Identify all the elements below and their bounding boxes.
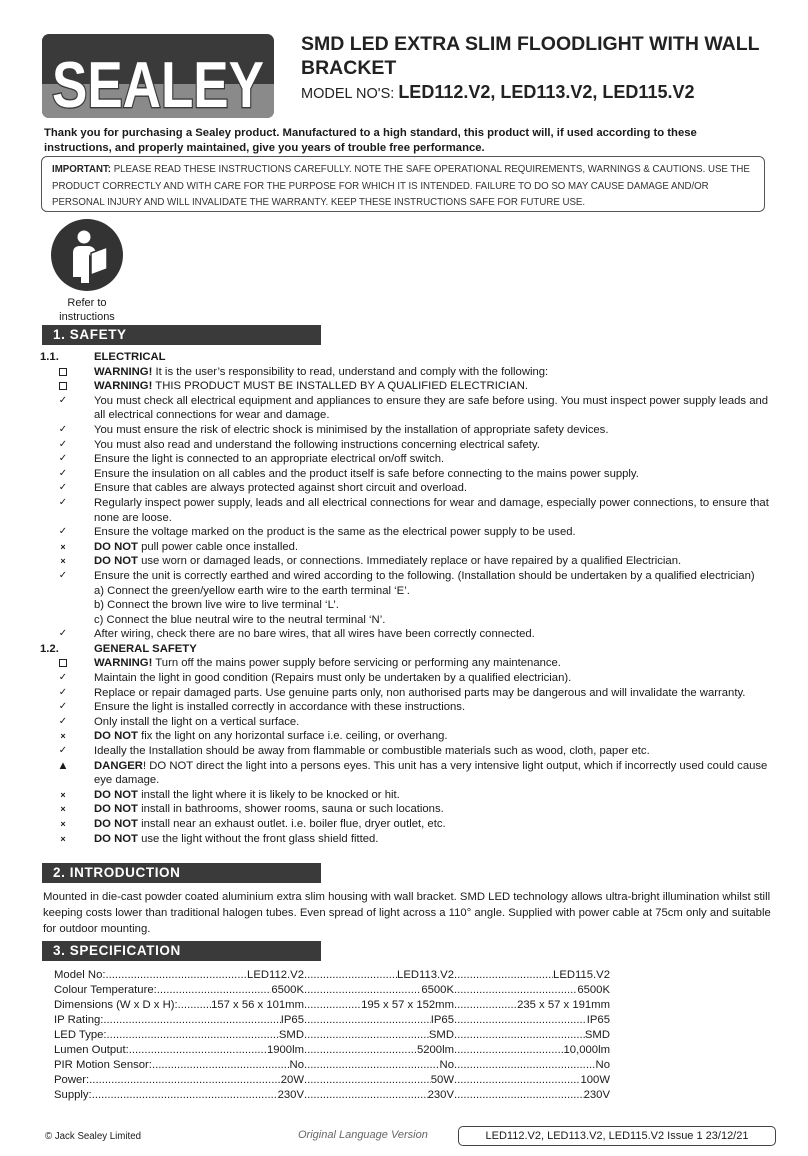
cross-icon: ×: [60, 789, 66, 800]
list-item: × DO NOT fix the light on any horizontal surface i.e. ceiling, or overhang.: [40, 729, 770, 744]
important-notice: IMPORTANT: PLEASE READ THESE INSTRUCTIONS CAREFULLY. NOTE THE SAFE OPERATIONAL REQUIREMENTS, WARNINGS & CAUTIONS. USE THE PRODUCT CORRECTLY AND WITH CARE FOR THE PURPOSE FOR WHICH IT IS INTENDED. FAILURE TO DO SO MAY CAUSE DAMAGE AND/OR PERSONAL INJURY AND WILL INVALIDATE THE WARRANTY. KEEP THESE INSTRUCTIONS SAFE FOR FUTURE USE.: [41, 156, 765, 212]
cross-icon: ×: [60, 541, 66, 552]
tick-icon: ✓: [58, 701, 68, 713]
language-version: Original Language Version: [298, 1129, 428, 1141]
list-item: × DO NOT pull power cable once installed.: [40, 540, 770, 555]
tick-icon: ✓: [58, 394, 68, 406]
document-title: SMD LED EXTRA SLIM FLOODLIGHT WITH WALL BRACKET: [301, 33, 760, 79]
sealey-logo: [42, 34, 274, 118]
list-item: ✓ Ensure the insulation on all cables and the product itself is safe before connecting to the mains power supply.: [40, 467, 770, 482]
spec-row: Supply: ..... 230V ..... 230V ..... 230V: [54, 1088, 610, 1103]
list-item: WARNING! THIS PRODUCT MUST BE INSTALLED BY A QUALIFIED ELECTRICIAN.: [40, 379, 770, 394]
spec-row: Power: ..... 20W ..... 50W ..... 100W: [54, 1073, 610, 1088]
read-manual-icon: [51, 219, 123, 291]
list-item: ✓ Ideally the Installation should be away from flammable or combustible materials such as wood, cloth, paper etc.: [40, 744, 770, 759]
spec-row: IP Rating: ..... IP65 ..... IP65 ..... IP65: [54, 1013, 610, 1028]
spec-row: Lumen Output: ..... 1900lm ..... 5200lm ..... 10,000lm: [54, 1043, 610, 1058]
cross-icon: ×: [60, 731, 66, 742]
list-item: ✓ Ensure that cables are always protected against short circuit and overload.: [40, 481, 770, 496]
list-item: ✓ You must also read and understand the following instructions concerning electrical safety.: [40, 438, 770, 453]
tick-icon: ✓: [58, 423, 68, 435]
list-item: ✓ Ensure the voltage marked on the product is the same as the electrical power supply to be used.: [40, 525, 770, 540]
spec-row: Model No: ..... LED112.V2 ..... LED113.V2 ..... LED115.V2: [54, 968, 610, 983]
tick-icon: ✓: [58, 482, 68, 494]
list-item: ✓ After wiring, check there are no bare wires, that all wires have been correctly connected.: [40, 627, 770, 642]
list-item: ✓ Regularly inspect power supply, leads and all electrical connections for wear and damage, especially power connections, to ensure that none are loose.: [40, 496, 770, 525]
tick-icon: ✓: [58, 569, 68, 581]
checkbox-icon: [56, 656, 70, 672]
list-item: ✓ Ensure the light is connected to an appropriate electrical on/off switch.: [40, 452, 770, 467]
list-item: WARNING! It is the user’s responsibility to read, understand and comply with the following:: [40, 365, 770, 380]
issue-label: LED112.V2, LED113.V2, LED115.V2 Issue 1 23/12/21: [458, 1126, 776, 1146]
cross-icon: ×: [60, 556, 66, 567]
list-item: c) Connect the blue neutral wire to the neutral terminal ‘N’.: [94, 613, 386, 626]
spec-row: Dimensions (W x D x H): ..... 157 x 56 x 101mm ..... 195 x 57 x 152mm ..... 235 x 57 x 191mm: [54, 998, 610, 1013]
specification-table: [54, 968, 610, 1103]
section-heading-specification: 3. SPECIFICATION: [42, 941, 321, 961]
list-item: × DO NOT install near an exhaust outlet. i.e. boiler flue, dryer outlet, etc.: [40, 817, 770, 832]
logo-text: SEALEY: [51, 48, 264, 118]
list-item: ✓ Ensure the unit is correctly earthed and wired according to the following. (Installation should be undertaken by a qualified electrician): [40, 569, 770, 584]
checkbox-icon: [56, 365, 70, 381]
list-item: ✓ Ensure the light is installed correctly in accordance with these instructions.: [40, 700, 770, 715]
list-item: ▲ DANGER! DO NOT direct the light into a persons eyes. This unit has a very intensive light output, which if incorrectly used could cause eye damage.: [57, 759, 768, 787]
list-item: WARNING! Turn off the mains power supply before servicing or performing any maintenance.: [40, 656, 770, 671]
tick-icon: ✓: [58, 467, 68, 479]
safety-list: [40, 350, 770, 846]
cross-icon: ×: [60, 833, 66, 844]
list-item: × DO NOT install the light where it is likely to be knocked or hit.: [40, 788, 770, 803]
list-item: × DO NOT install in bathrooms, shower rooms, sauna or such locations.: [40, 802, 770, 817]
refer-label: Refer to instructions: [59, 297, 115, 323]
list-item: × DO NOT use worn or damaged leads, or connections. Immediately replace or have repaired by a qualified Electrician.: [40, 554, 770, 569]
cross-icon: ×: [60, 819, 66, 829]
list-item: ✓ Maintain the light in good condition (Repairs must only be undertaken by a qualified electrician).: [40, 671, 770, 686]
list-item: ✓ Replace or repair damaged parts. Use genuine parts only, non authorised parts may be dangerous and will invalidate the warranty.: [40, 686, 770, 701]
model-numbers: MODEL NO'S: LED112.V2, LED113.V2, LED115.V2: [301, 82, 695, 102]
copyright: © Jack Sealey Limited: [45, 1131, 141, 1142]
checkbox-icon: [56, 379, 70, 395]
list-item: b) Connect the brown live wire to live terminal ‘L’.: [94, 599, 339, 612]
introduction-text: Mounted in die-cast powder coated aluminium extra slim housing with wall bracket. SMD LED technology allows ultra-bright illumination whilst still keeping costs lower than traditional halogen tubes. Even spread of light across a 110° angle. Supplied with power cable at 75cm only and suitable for outdoor mounting.: [43, 891, 771, 935]
cross-icon: ×: [60, 804, 66, 815]
tick-icon: ✓: [58, 745, 68, 757]
subsection-heading: 1.2. GENERAL SAFETY: [40, 642, 197, 655]
tick-icon: ✓: [58, 672, 68, 684]
thank-you-text: Thank you for purchasing a Sealey product. Manufactured to a high standard, this product will, if used according to these instructions, and properly maintained, give you years of trouble free performance.: [44, 127, 697, 154]
tick-icon: ✓: [58, 438, 68, 450]
list-item: ✓ You must ensure the risk of electric shock is minimised by the installation of appropriate safety devices.: [40, 423, 770, 438]
tick-icon: ✓: [58, 628, 68, 640]
list-item: × DO NOT use the light without the front glass shield fitted.: [40, 832, 770, 847]
section-heading-introduction: 2. INTRODUCTION: [42, 863, 321, 883]
list-item: ✓ You must check all electrical equipment and appliances to ensure they are safe before using. You must inspect power supply leads and all electrical connections for wear and damage.: [40, 394, 770, 423]
spec-row: PIR Motion Sensor: ..... No ..... No ..... No: [54, 1058, 610, 1073]
tick-icon: ✓: [58, 715, 68, 727]
subsection-heading: 1.1. ELECTRICAL: [40, 351, 166, 363]
list-item: ✓ Only install the light on a vertical surface.: [40, 715, 770, 730]
tick-icon: ✓: [58, 686, 68, 698]
tick-icon: ✓: [58, 526, 68, 538]
danger-triangle-icon: ▲: [57, 759, 69, 772]
section-heading-safety: 1. SAFETY: [42, 325, 321, 345]
tick-icon: ✓: [58, 453, 68, 465]
spec-row: Colour Temperature: ..... 6500K ..... 6500K ..... 6500K: [54, 983, 610, 998]
list-item: a) Connect the green/yellow earth wire to the earth terminal ‘E’.: [94, 584, 410, 597]
tick-icon: ✓: [58, 496, 68, 508]
spec-row: LED Type: ..... SMD ..... SMD ..... SMD: [54, 1028, 610, 1043]
